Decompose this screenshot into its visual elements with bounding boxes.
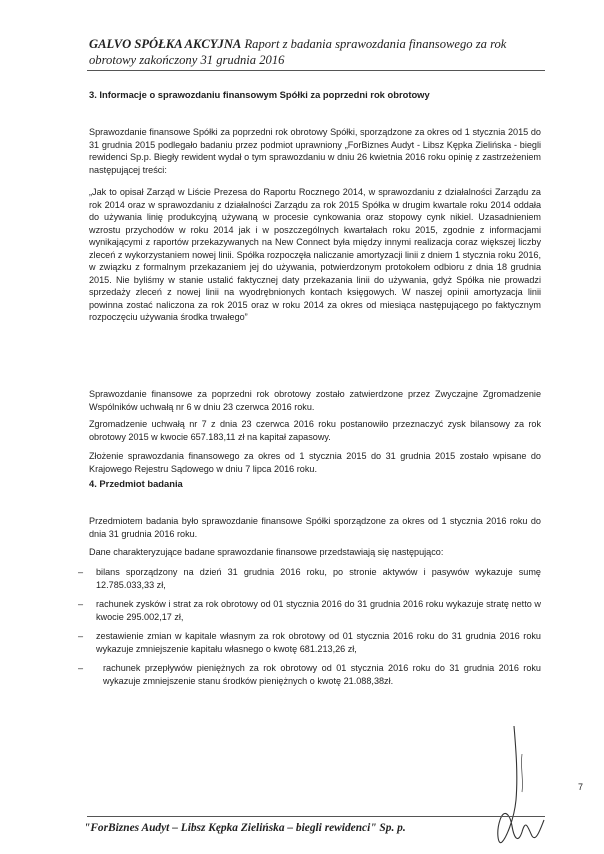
section-3-paragraph-3: Zgromadzenie uchwałą nr 7 z dnia 23 czerwca 2016 roku postanowiło przeznaczyć zysk bilansowy za rok obrotowy 2015 w kwocie 657.183,11 zł na kapitał zapasowy. bbox=[89, 419, 541, 442]
header-divider bbox=[87, 70, 545, 71]
footer-divider bbox=[87, 816, 545, 817]
section-3-paragraph-1: Sprawozdanie finansowe Spółki za poprzedni rok obrotowy Spółki, sporządzone za okres od 1 stycznia 2015 do 31 grudnia 2015 podlegało badaniu przez podmiot uprawniony „ForBiznes Audyt - Libsz Kępka Zielińska - biegli rewidenci Sp.p. Biegły rewident wydał o tym sprawozdaniu w dniu 26 kwietnia 2016 roku opinię z zastrzeżeniem następującej treści: bbox=[89, 127, 541, 175]
bullet-dash: – bbox=[78, 599, 84, 609]
section-4-paragraph-2: Dane charakteryzujące badane sprawozdanie finansowe przedstawiają się następująco: bbox=[89, 547, 444, 557]
header-line-1 bbox=[89, 36, 529, 52]
page-header bbox=[89, 36, 529, 68]
section-4-paragraph-1: Przedmiotem badania było sprawozdanie finansowe Spółki sporządzone za okres od 1 stycznia 2016 roku do dnia 31 grudnia 2016 roku. bbox=[89, 516, 541, 539]
section-4-heading: 4. Przedmiot badania bbox=[89, 478, 183, 489]
bullet-dash: – bbox=[78, 663, 84, 673]
section-3-paragraph-4: Złożenie sprawozdania finansowego za okres od 1 stycznia 2015 do 31 grudnia 2015 zostało wpisane do Krajowego Rejestru Sądowego w dniu 7 lipca 2016 roku. bbox=[89, 451, 541, 474]
list-item-text: zestawienie zmian w kapitale własnym za rok obrotowy od 01 stycznia 2016 roku do 31 grudnia 2016 roku wykazuje zmniejszenie kapitału własnego o kwotę 681.213,26 zł, bbox=[96, 631, 541, 654]
section-3-quoted-opinion: „Jak to opisał Zarząd w Liście Prezesa do Raportu Rocznego 2014, w sprawozdaniu z działalności Zarządu za rok 2014 oraz w sprawozdaniu z działalności Zarządu za rok 2015 Spółka w drugim kwartale roku 2014 oddała do używania linię produkcyjną używaną w procesie cynkowania oraz stopowy cynk nikiel. Uzasadnieniem wzrostu przychodów w roku 2014 jak i w poszczególnych kwartałach roku 2015, zgodnie z informacjami wynikającymi z raportów przekazywanych na New Connect była między innymi realizacja coraz większej liczby zleceń z wykorzystaniem nowej linii. Spółka rozpoczęła naliczanie amortyzacji linii z dniem 1 stycznia roku 2016, w związku z formalnym przekazaniem jej do używania, potwierdzonym protokołem odbioru z dnia 18 grudnia 2015. Nie byliśmy w stanie ustalić faktycznej daty przekazania linii do używania, gdyż Spółka nie prowadzi sprzedaży zleceń z nowej linii na wyodrębnionych kontach księgowych. W naszej opinii amortyzacja linii powinna zostać naliczona za rok 2015 oraz w roku 2014 za okres od miesiąca następującego po faktycznym rozpoczęciu używania środka trwałego” bbox=[89, 187, 541, 322]
page-footer: "ForBiznes Audyt – Libsz Kępka Zielińska – biegli rewidenci" Sp. p. bbox=[84, 822, 406, 834]
bullet-dash: – bbox=[78, 631, 84, 641]
page-number: 7 bbox=[578, 782, 584, 792]
list-item-text: rachunek zysków i strat za rok obrotowy od 01 stycznia 2016 do 31 grudnia 2016 roku wykazuje stratę netto w kwocie 295.002,17 zł, bbox=[96, 599, 541, 622]
list-item-text: rachunek przepływów pieniężnych za rok obrotowy od 01 stycznia 2016 roku do 31 grudnia 2016 roku wykazuje zmniejszenie stanu środków pieniężnych o kwotę 21.088,38zł. bbox=[103, 663, 541, 686]
report-title-part1: Raport z badania sprawozdania finansowego za rok bbox=[241, 37, 507, 51]
section-3-paragraph-2: Sprawozdanie finansowe za poprzedni rok obrotowy zostało zatwierdzone przez Zwyczajne Zgromadzenie Wspólników uchwałą nr 6 w dniu 23 czerwca 2016 roku. bbox=[89, 389, 541, 412]
list-item-text: bilans sporządzony na dzień 31 grudnia 2016 roku, po stronie aktywów i pasywów wykazuje sumę 12.785.033,33 zł, bbox=[96, 567, 541, 590]
company-name: GALVO SPÓŁKA AKCYJNA bbox=[89, 37, 242, 51]
handwritten-signature bbox=[492, 720, 562, 850]
report-title-part2: obrotowy zakończony 31 grudnia 2016 bbox=[89, 53, 285, 67]
bullet-dash: – bbox=[78, 567, 84, 577]
section-3-heading: 3. Informacje o sprawozdaniu finansowym Spółki za poprzedni rok obrotowy bbox=[89, 89, 430, 100]
